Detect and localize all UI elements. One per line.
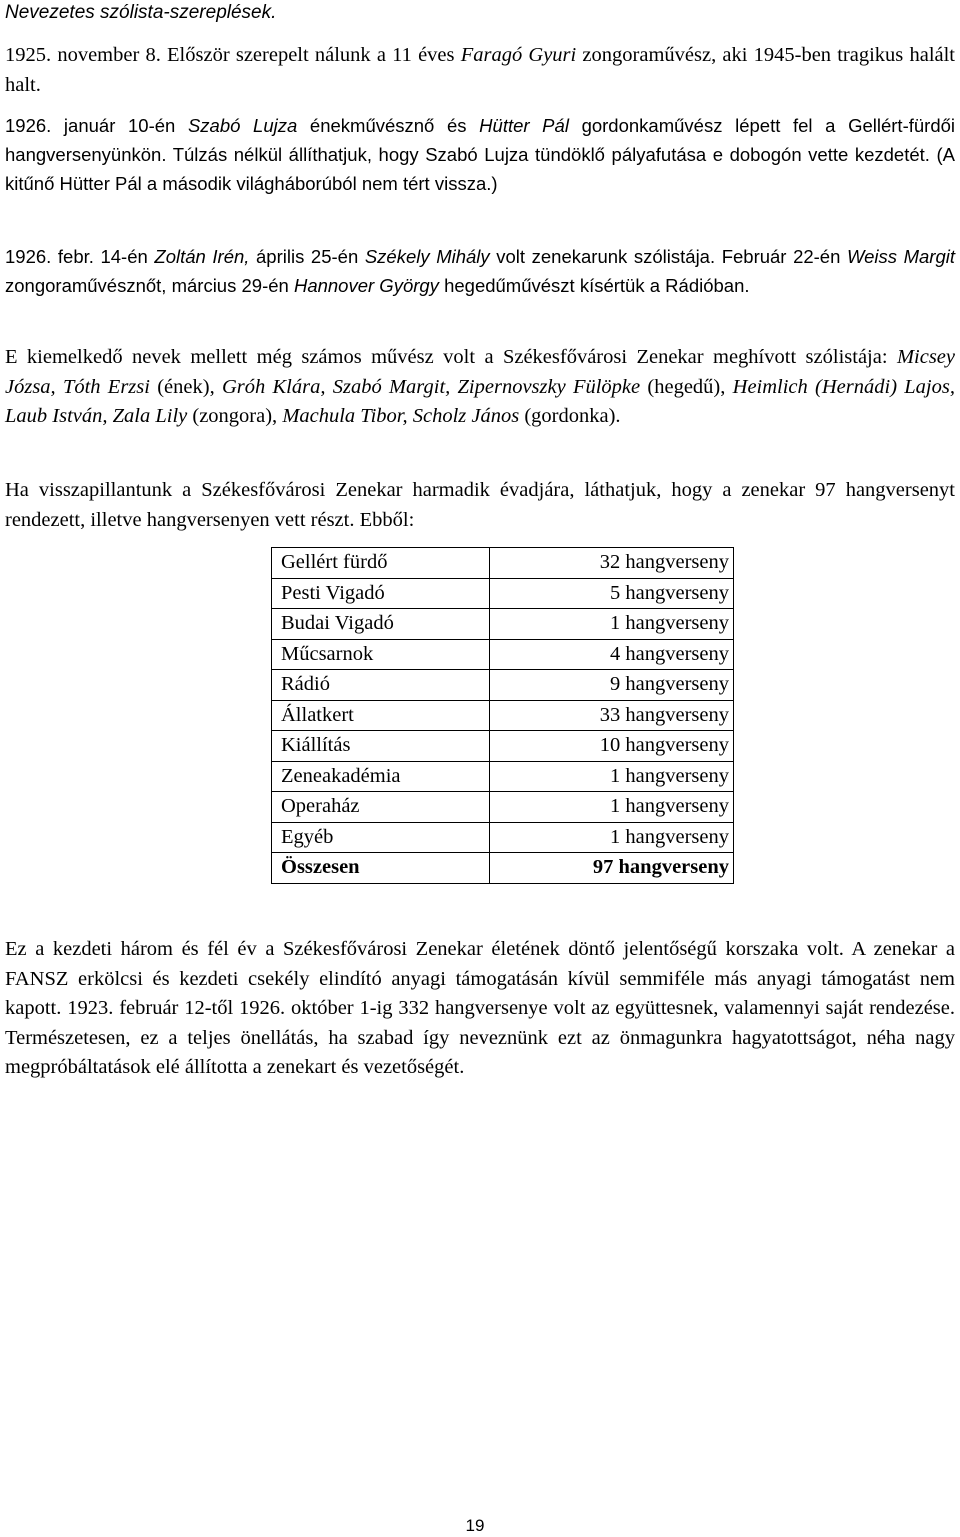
venue-cell: Műcsarnok — [272, 639, 490, 670]
text-run: Ez a kezdeti három és fél év a Székesfővárosi Zenekar életének döntő jelentőségű korszaka volt. A zenekar a FANSZ erkölcsi és kezdeti csekély elindító anyagi támogatásán kívül semmiféle más anyagi támogatást nem kapott. 1923. február 12-től 1926. október 1-ig 332 hangversenye volt az együttesnek, valamennyi saját rendezése. Természetesen, ez a teljes önellátás, ha szabad így neveznünk ezt az önmagunkra hagyatottságot, néha nagy megpróbáltatások elé állította a zenekart és vezetőségét. — [5, 938, 955, 1078]
text-run: hegedűművészt kísértük a Rádióban. — [438, 275, 750, 296]
venue-cell: Kiállítás — [272, 731, 490, 762]
italic-name-run: Hannover György — [293, 275, 439, 296]
venue-cell: Gellért fürdő — [272, 548, 490, 579]
text-run: 1925. november 8. Először szerepelt nálunk a 11 éves — [5, 44, 461, 66]
italic-name-run: Faragó Gyuri — [460, 44, 577, 66]
text-run: volt zenekarunk szólistája. Február 22-én — [489, 246, 847, 267]
text-run: 1926. febr. 14-én — [5, 246, 155, 267]
total-count-cell: 97 hangverseny — [490, 853, 734, 884]
table-row — [272, 822, 734, 853]
venue-cell: Egyéb — [272, 822, 490, 853]
venue-cell: Állatkert — [272, 700, 490, 731]
table-total-row — [272, 853, 734, 884]
table-row — [272, 548, 734, 579]
paragraph-soloists-1926 — [5, 242, 955, 300]
italic-name-run: Micsey Józsa, Tóth Erzsi — [5, 346, 955, 398]
count-cell: 4 hangverseny — [490, 639, 734, 670]
text-run: zongoraművésznőt, március 29-én — [5, 275, 294, 296]
table-row — [272, 578, 734, 609]
text-run: E kiemelkedő nevek mellett még számos művész volt a Székesfővárosi Zenekar meghívott szólistája: — [5, 346, 897, 368]
italic-name-run: Weiss Margit — [846, 246, 956, 267]
table-row — [272, 670, 734, 701]
paragraph-szabo-hutter — [5, 111, 955, 198]
count-cell: 5 hangverseny — [490, 578, 734, 609]
venue-cell: Budai Vigadó — [272, 609, 490, 640]
text-run: gordonkaművész lépett fel a Gellért-fürdői hangversenyünkön. Túlzás nélkül állíthatjuk, hogy Szabó Lujza tündöklő pályafutása e dobogón vette kezdetét. (A kitűnő Hütter Pál a második világháborúból nem tért vissza.) — [5, 115, 956, 194]
table-row — [272, 700, 734, 731]
count-cell: 9 hangverseny — [490, 670, 734, 701]
italic-name-run: Heimlich (Hernádi) Lajos, Laub István, Zala Lily — [5, 375, 955, 427]
count-cell: 33 hangverseny — [490, 700, 734, 731]
table-row — [272, 609, 734, 640]
section-heading: Nevezetes szólista-szereplések. — [5, 2, 277, 23]
table-row — [272, 792, 734, 823]
text-run: (zongora), — [187, 405, 283, 427]
text-run: (gordonka). — [519, 405, 621, 427]
italic-name-run: Székely Mihály — [364, 246, 490, 267]
paragraph-farago — [5, 41, 955, 100]
paragraph-early-years — [5, 935, 955, 1083]
italic-name-run: Szabó Lujza — [187, 115, 298, 136]
text-run: április 25-én — [249, 246, 365, 267]
text-run: Ha visszapillantunk a Székesfővárosi Zenekar harmadik évadjára, láthatjuk, hogy a zenekar 97 hangversenyt rendezett, illetve hangversenyen vett részt. Ebből: — [5, 479, 955, 531]
concert-venue-table — [271, 547, 734, 884]
text-run: (ének), — [149, 375, 222, 398]
text-run: énekművésznő és — [297, 115, 480, 136]
page-number: 19 — [465, 1516, 485, 1535]
total-label-cell: Összesen — [272, 853, 490, 884]
italic-name-run: Hütter Pál — [479, 115, 569, 136]
text-run: 1926. január 10-én — [5, 115, 188, 136]
count-cell: 1 hangverseny — [490, 761, 734, 792]
paragraph-other-soloists — [5, 343, 955, 432]
italic-name-run: Gróh Klára, Szabó Margit, Zipernovszky Fülöpke — [221, 375, 641, 398]
count-cell: 32 hangverseny — [490, 548, 734, 579]
italic-name-run: Zoltán Irén, — [154, 246, 250, 267]
table-row — [272, 761, 734, 792]
venue-cell: Rádió — [272, 670, 490, 701]
paragraph-third-season — [5, 476, 955, 535]
count-cell: 10 hangverseny — [490, 731, 734, 762]
text-run: zongoraművész, aki 1945-ben tragikus halált halt. — [5, 44, 956, 96]
count-cell: 1 hangverseny — [490, 609, 734, 640]
table-row — [272, 731, 734, 762]
venue-cell: Operaház — [272, 792, 490, 823]
venue-cell: Pesti Vigadó — [272, 578, 490, 609]
italic-name-run: Machula Tibor, Scholz János — [282, 405, 520, 427]
count-cell: 1 hangverseny — [490, 822, 734, 853]
count-cell: 1 hangverseny — [490, 792, 734, 823]
text-run: (hegedű), — [640, 375, 733, 398]
venue-cell: Zeneakadémia — [272, 761, 490, 792]
table-row — [272, 639, 734, 670]
